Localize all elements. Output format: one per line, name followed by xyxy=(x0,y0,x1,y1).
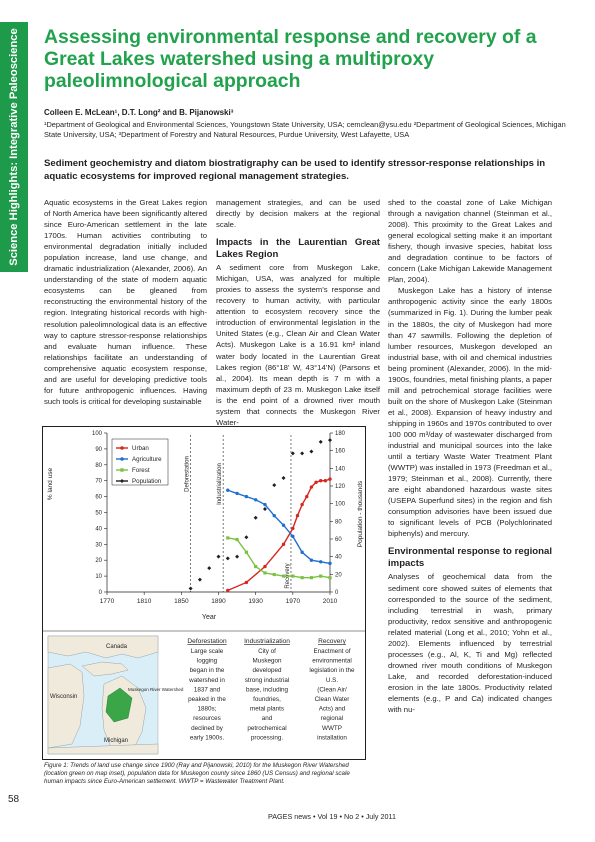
right-tick-label: 180 xyxy=(335,431,346,437)
data-point-forest xyxy=(226,536,229,539)
x-axis-label: Year xyxy=(201,614,217,621)
data-point-urban xyxy=(291,527,294,530)
data-point-agriculture xyxy=(245,495,248,498)
left-tick-label: 0 xyxy=(98,590,102,596)
panel-text-line: 1837 and xyxy=(193,686,221,694)
panel-text-line: regional xyxy=(320,715,344,723)
sidebar-label xyxy=(0,22,28,272)
panel-text-line: 1880s; xyxy=(197,705,217,713)
data-point-agriculture xyxy=(319,560,322,563)
authors: Colleen E. McLean¹, D.T. Long² and B. Pijanowski³ xyxy=(44,108,234,117)
data-point-forest xyxy=(310,576,313,579)
data-point-forest xyxy=(291,575,294,578)
affiliations: ¹Department of Geological and Environmental Sciences, Youngstown State University, USA; cemclean@ysu.edu ²Department of Geological Sciences, Michigan State University, USA; ³Department of Forestry and Natural Resources, Purdue University, West Lafayette, USA xyxy=(44,120,566,139)
data-point-forest xyxy=(235,538,238,541)
data-point-urban xyxy=(263,565,266,568)
data-point-urban xyxy=(300,503,303,506)
data-point-agriculture xyxy=(291,535,294,538)
lead-paragraph: Sediment geochemistry and diatom biostratigraphy can be used to identify stressor-response relationships in aquatic ecosystems for improved regional management strategies. xyxy=(44,158,546,182)
right-tick-label: 120 xyxy=(335,484,346,490)
left-tick-label: 50 xyxy=(95,510,102,517)
panel-text-line: Enactment of xyxy=(313,648,351,655)
legend-label: Forest xyxy=(132,467,150,474)
panel-text-line: Muskegon xyxy=(252,657,282,665)
data-point-agriculture xyxy=(263,503,266,506)
left-tick-label: 70 xyxy=(95,478,102,485)
right-tick-label: 40 xyxy=(335,554,342,561)
right-tick-label: 0 xyxy=(335,590,339,596)
legend-label: Population xyxy=(132,478,162,485)
left-tick-label: 90 xyxy=(95,446,102,453)
legend-marker xyxy=(120,457,124,461)
data-point-agriculture xyxy=(273,514,276,517)
panel-text-line: early 1900s. xyxy=(189,734,225,742)
data-point-forest xyxy=(254,565,257,568)
left-tick-label: 100 xyxy=(91,431,102,437)
data-point-agriculture xyxy=(310,559,313,562)
right-tick-label: 100 xyxy=(335,501,346,508)
column-2 xyxy=(216,197,380,428)
col3-paragraph-3: Analyses of geochemical data from the sediment core showed suites of elements that corresponded to the source of the sediment, including terrestrial in wash, primary productivity, redox sensitive and anthropogenic related material (Long et al., 2010; Yohn et al., 2002). Elements influenced by terrestrial processes (e.g., Al, K, Ti and Mg) reflected drowned river mouth conditions of Muskegon Lake, and recorded deforestation-induced erosion in the late 1800s. Productivity related elements (e.g., P and Ca) indicated changes with nu- xyxy=(388,572,552,715)
data-point-urban xyxy=(310,485,313,488)
panel-heading: Deforestation xyxy=(187,638,227,645)
data-point-agriculture xyxy=(235,492,238,495)
panel-text-line: Acts) and xyxy=(318,705,346,713)
data-point-urban xyxy=(324,479,327,482)
page-footer: PAGES news • Vol 19 • No 2 • July 2011 xyxy=(268,812,396,821)
column-1 xyxy=(44,197,207,407)
legend-label: Urban xyxy=(132,445,149,452)
x-tick-label: 1810 xyxy=(136,598,152,605)
panel-text-line: processing. xyxy=(250,734,284,742)
sidebar-label-text: Science Highlights: Integrative Paleoscience xyxy=(8,28,21,266)
data-point-forest xyxy=(328,576,331,579)
panel-text-line: metal plants xyxy=(250,705,284,713)
map-label-michigan: Michigan xyxy=(104,738,129,744)
panel-text-line: City of xyxy=(258,648,276,655)
panel-text-line: resources xyxy=(193,715,221,723)
data-point-agriculture xyxy=(254,498,257,501)
era-label: Recovery xyxy=(284,563,291,589)
col3-paragraph-2: Muskegon Lake has a history of intense anthropogenic activity since the early 1800s (summarized in Fig. 1). During the lumber peak in the 1880s, the city of Muskegon had more than 47 sawmills. Following the depletion of lumber resources, Muskegon developed an industrial base, with oil and chemical industries being prominent (Alexander, 2006). In the mid-1900s, foundries, metal finishing plants, a paper mill and petrochemical storage facilities were built on the shore of Muskegon Lake (Steinman et al., 2008). Expansion of heavy industry and shipping in 1960s and 1970s contributed to over 100 000 m³/day of wastewater discharged from industrial and municipal sources into the lake until a tertiary Waste Water Treatment Plant (WWTP) was installed in 1973 (Freedman et al., 1979; Steinman et al., 2008). Currently, there are eight abandoned hazardous waste sites (USEPA Superfund sites) in the region and fish consumption advisories have been issued due to significant levels of PCB (Polychlorinated biphenyls) and mercury. xyxy=(388,286,552,539)
left-tick-label: 20 xyxy=(95,558,102,565)
data-point-agriculture xyxy=(282,524,285,527)
data-point-urban xyxy=(282,543,285,546)
era-panels xyxy=(187,638,355,741)
right-tick-label: 60 xyxy=(335,537,342,543)
map-label-wisconsin: Wisconsin xyxy=(50,694,78,700)
left-tick-label: 30 xyxy=(95,542,102,549)
map-label-watershed: Muskegon River Watershed xyxy=(128,687,184,692)
column-3 xyxy=(388,197,552,715)
map-label-canada: Canada xyxy=(106,644,128,650)
panel-text-line: environmental xyxy=(312,657,352,665)
panel-text-line: base, including xyxy=(245,686,289,694)
panel-text-line: and xyxy=(261,715,273,723)
panel-text-line: foundries, xyxy=(253,696,281,703)
panel-text-line: U.S. xyxy=(325,676,339,684)
data-point-urban xyxy=(245,581,248,584)
figure-caption: Figure 1: Trends of land use change since 1900 (Ray and Pijanowski, 2010) for the Muskegon River Watershed (location green on map inset), population data for Muskegon county since 1860 (US Census) and regional scale human impacts since Euro-American settlement. WWTP = Wastewater Treatment Plant. xyxy=(44,762,350,785)
data-point-forest xyxy=(245,551,248,554)
data-point-agriculture xyxy=(226,489,229,492)
data-point-forest xyxy=(301,576,304,579)
panel-text-line: watershed in xyxy=(189,676,225,684)
article-title: Assessing environmental response and recovery of a Great Lakes watershed using a multiproxy paleolimnological approach xyxy=(44,26,537,92)
legend-marker xyxy=(120,446,124,450)
x-tick-label: 1970 xyxy=(285,598,301,605)
legend-label: Agriculture xyxy=(132,456,162,463)
data-point-urban xyxy=(328,477,331,480)
x-tick-label: 1930 xyxy=(248,598,263,605)
era-label: Deforestation xyxy=(184,456,191,492)
section-heading-response: Environmental response to regional impacts xyxy=(388,546,552,569)
data-point-urban xyxy=(296,514,299,517)
section-heading-impacts: Impacts in the Laurentian Great Lakes Region xyxy=(216,237,380,260)
data-point-urban xyxy=(226,589,229,592)
panel-text-line: WWTP xyxy=(322,724,342,732)
data-point-forest xyxy=(319,575,322,578)
x-tick-label: 1890 xyxy=(211,598,226,605)
figure-1 xyxy=(42,426,366,760)
data-point-urban xyxy=(319,479,322,482)
legend-marker xyxy=(120,468,123,471)
x-tick-label: 1850 xyxy=(174,598,189,605)
panel-text-line: began in the xyxy=(189,667,225,675)
right-tick-label: 20 xyxy=(335,572,342,579)
left-tick-label: 40 xyxy=(95,526,102,533)
panel-text-line: Clean Water xyxy=(314,696,350,703)
left-tick-label: 80 xyxy=(95,462,102,469)
panel-text-line: installation xyxy=(317,734,347,742)
panel-heading: Recovery xyxy=(318,638,346,645)
right-tick-label: 160 xyxy=(335,448,346,455)
data-point-forest xyxy=(263,571,266,574)
data-point-agriculture xyxy=(300,551,303,554)
right-axis-label: Population - thousands xyxy=(357,480,364,548)
map-canada xyxy=(48,636,158,658)
data-point-urban xyxy=(314,481,317,484)
left-tick-label: 60 xyxy=(95,494,102,501)
panel-text-line: legislation in the xyxy=(309,667,355,675)
x-tick-label: 2010 xyxy=(322,598,338,605)
panel-text-line: peaked in the xyxy=(188,696,226,703)
left-tick-label: 10 xyxy=(95,574,102,581)
panel-text-line: (Clean Air/ xyxy=(317,686,347,694)
page-number: 58 xyxy=(8,794,20,805)
panel-text-line: declined by xyxy=(191,724,223,732)
right-tick-label: 140 xyxy=(335,466,346,473)
col3-paragraph-1: shed to the coastal zone of Lake Michigan through a navigation channel (Steinman et al., 2008). This proximity to the Great Lakes and general ecological setting make it an important fishery, though invasive species, habitat loss and degradation continue to be factors of concern (Lake Michigan Lakewide Management Plan, 2004). xyxy=(388,198,552,285)
data-point-urban xyxy=(305,495,308,498)
col2-paragraph-1: management strategies, and can be used directly by decision makers at the regional scale. xyxy=(216,198,380,230)
data-point-forest xyxy=(273,573,276,576)
right-tick-label: 80 xyxy=(335,519,342,526)
panel-text-line: Large scale xyxy=(190,648,224,655)
col1-paragraph-1: Aquatic ecosystems in the Great Lakes region of North America have been significantly altered since Euro-American settlement in the late 1700s. Human activities contributing to environmental degradation initially included population increase, land use change, and dramatic industrialization (Alexander, 2006). An understanding of the state of modern aquatic ecosystems can be gleaned from reconstructing the environmental history of the region. Integrating historical records with high-resolution paleolimnological data is an effective way to capture stressor-response relationships and evaluate human influence. These relationships facilitate an understanding of comprehensive aquatic ecosystem response, and are useful for developing predictive tools for future anthropogenic influences. Having such tools is critical for developing sustainable xyxy=(44,198,207,406)
panel-text-line: developed xyxy=(252,667,282,675)
left-axis-label: % land use xyxy=(47,467,54,501)
data-point-agriculture xyxy=(328,562,331,565)
data-point-forest xyxy=(282,575,285,578)
col2-paragraph-2: A sediment core from Muskegon Lake, Michigan, USA, was analyzed for multiple proxies to assess the system’s response and recovery to human activity, with particular attention to ecosystem recovery since the introduction of environmental legislation in the United States (e.g., Clean Air and Clean Water Acts). Muskegon Lake is a 16.91 km² inland water body located in the Laurentian Great Lakes region (86°18’ W, 43°14’N) (Parsons et al., 2004). Its mean depth is 7 m with a maximum depth of 23 m. Muskegon Lake itself is the end point of a drowned river mouth system that connects the Muskegon River Water- xyxy=(216,263,380,427)
era-label: Industrialization xyxy=(217,463,224,505)
panel-text-line: petrochemical xyxy=(247,724,287,732)
panel-heading: Industrialization xyxy=(244,638,290,645)
x-tick-label: 1770 xyxy=(99,598,115,605)
panel-text-line: logging xyxy=(196,657,218,665)
panel-text-line: strong industrial xyxy=(244,676,290,684)
